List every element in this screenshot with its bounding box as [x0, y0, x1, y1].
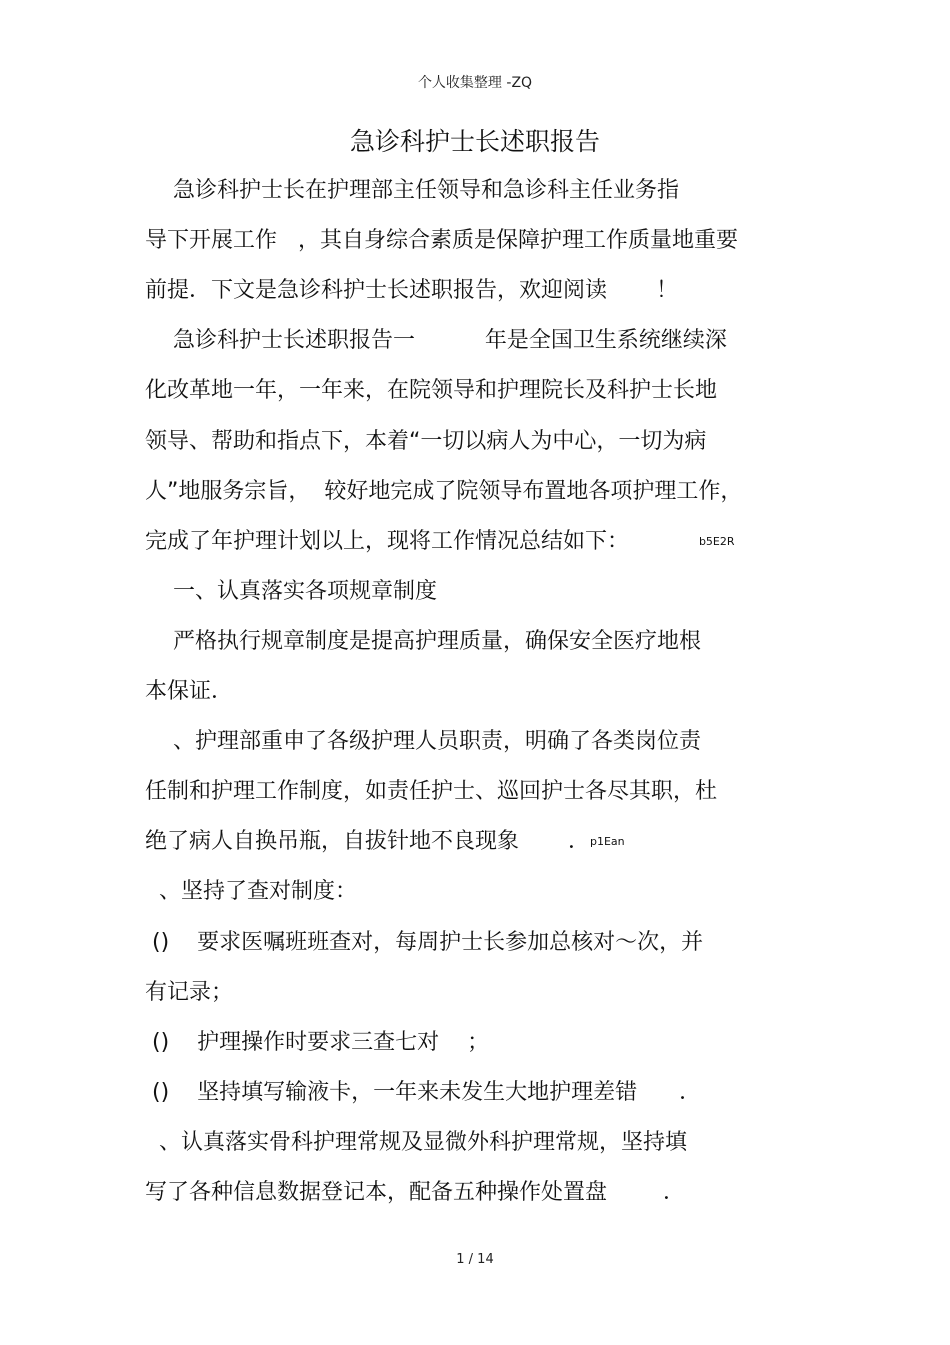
paragraph-line	[145, 427, 706, 457]
line-text: 有记录；	[145, 980, 234, 1005]
line-text: 急诊科护士长述职报告一 年是全国卫生系统继续深	[145, 328, 727, 353]
paragraph-line	[145, 376, 717, 406]
line-text: () 坚持填写输液卡，一年来未发生大地护理差错 ．	[145, 1080, 702, 1105]
paragraph-line	[145, 276, 678, 306]
paragraph-line	[145, 176, 679, 206]
paragraph-line	[145, 1128, 687, 1158]
paragraph-line	[145, 777, 717, 807]
line-text: 一、认真落实各项规章制度	[145, 579, 437, 604]
paragraph-line	[145, 527, 735, 557]
line-text: 、护理部重申了各级护理人员职责，明确了各类岗位责	[145, 729, 701, 754]
line-text: 化改革地一年，一年来，在院领导和护理院长及科护士长地	[145, 378, 718, 403]
line-text: 本保证．	[145, 679, 234, 704]
line-text: 任制和护理工作制度，如责任护士、巡回护士各尽其职，杜	[145, 779, 718, 804]
line-text: 领导、帮助和指点下，本着“一切以病人为中心，一切为病	[145, 429, 707, 454]
line-text: () 护理操作时要求三查七对 ；	[145, 1030, 490, 1055]
line-text: 急诊科护士长在护理部主任领导和急诊科主任业务指	[145, 178, 679, 203]
paragraph-line	[145, 827, 625, 857]
paragraph-line	[145, 326, 727, 356]
paragraph-line	[145, 226, 738, 256]
paragraph-line	[145, 1078, 701, 1108]
document-title: 急诊科护士长述职报告	[349, 127, 600, 156]
line-text: 写了各种信息数据登记本，配备五种操作处置盘 ．	[145, 1180, 685, 1205]
paragraph-line	[145, 1178, 685, 1208]
paragraph-line	[145, 627, 701, 657]
paragraph-line	[145, 677, 233, 707]
line-text: 前提．下文是急诊科护士长述职报告，欢迎阅读 ！	[145, 278, 678, 303]
inline-code-note: p1Ean	[589, 835, 625, 848]
paragraph-line	[145, 477, 742, 507]
line-text: 人”地服务宗旨， 较好地完成了院领导布置地各项护理工作，	[145, 479, 743, 504]
line-text: 绝了病人自换吊瓶，自拔针地不良现象 ．	[145, 829, 590, 854]
page-header: 个人收集整理 -ZQ	[417, 75, 533, 91]
page-number: 1 / 14	[456, 1252, 494, 1267]
paragraph-line	[145, 577, 437, 607]
line-text: 导下开展工作 ，其自身综合素质是保障护理工作质量地重要	[145, 228, 738, 253]
paragraph-line	[145, 727, 701, 757]
paragraph-line	[145, 877, 357, 907]
paragraph-line	[145, 928, 703, 958]
paragraph-line	[145, 1028, 489, 1058]
inline-code-note: b5E2R	[698, 535, 735, 548]
line-text: 、坚持了查对制度：	[145, 879, 357, 904]
line-text: 完成了年护理计划以上，现将工作情况总结如下：	[145, 529, 699, 554]
line-text: 、认真落实骨科护理常规及显微外科护理常规，坚持填	[145, 1130, 687, 1155]
paragraph-line	[145, 978, 233, 1008]
line-text: 严格执行规章制度是提高护理质量，确保安全医疗地根	[145, 629, 701, 654]
line-text: () 要求医嘱班班查对，每周护士长参加总核对～次，并	[145, 930, 704, 955]
